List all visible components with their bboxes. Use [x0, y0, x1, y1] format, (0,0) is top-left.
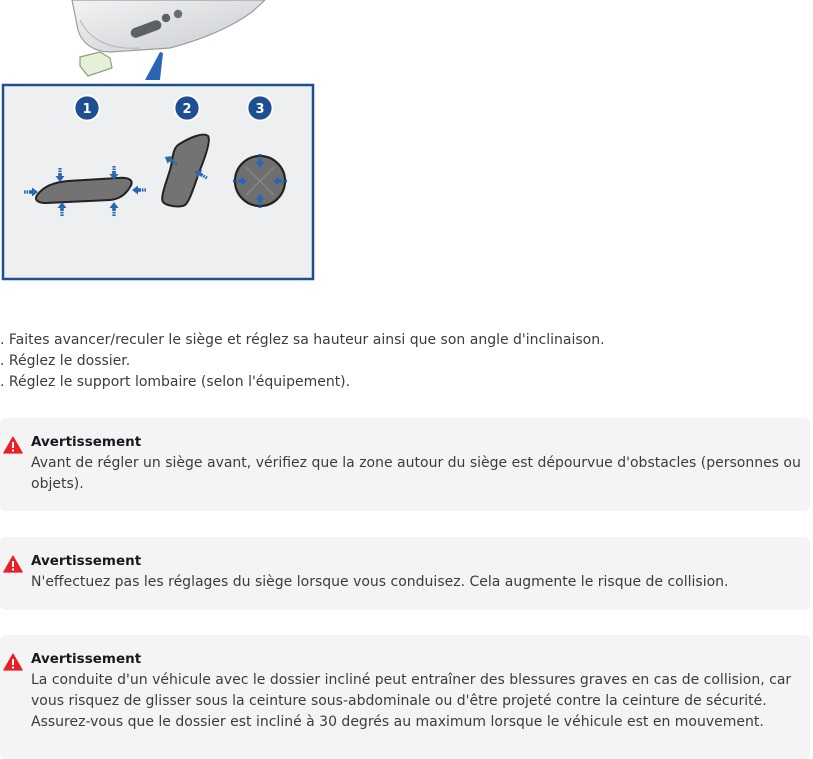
warning-text: N'effectuez pas les réglages du siège lorsque vous conduisez. Cela augmente le risque de collision.: [31, 574, 729, 590]
warning-triangle-icon: [3, 436, 23, 454]
step-3: . Réglez le support lombaire (selon l'équipement).: [0, 374, 351, 390]
warning-title: Avertissement: [31, 553, 142, 569]
warning-title: Avertissement: [31, 434, 142, 450]
warning-box: [0, 537, 810, 610]
svg-text:3: 3: [255, 102, 265, 117]
step-2: . Réglez le dossier.: [0, 353, 131, 369]
seat-illustration: [72, 0, 265, 80]
warning-triangle-icon: [3, 555, 23, 573]
callout-1: [75, 96, 100, 121]
warning-text: Avant de régler un siège avant, vérifiez que la zone autour du siège est dépourvue d'obstacles (personnes ou objets).: [31, 455, 801, 492]
warning-box: [0, 418, 810, 511]
callout-2: [175, 96, 200, 121]
svg-text:2: 2: [182, 102, 192, 117]
warning-triangle-icon: [3, 653, 23, 671]
warning-title: Avertissement: [31, 651, 142, 667]
seat-controls-figure: [0, 0, 330, 290]
warning-text: La conduite d'un véhicule avec le dossier incliné peut entraîner des blessures graves en cas de collision, car vous risquez de glisser sous la ceinture sous-abdominale ou d'être projeté contre la ceinture de sécurité. Assurez-vous que le dossier est incliné à 30 degrés au maximum lorsque le véhicule est en mouvement.: [31, 672, 792, 730]
callout-3: [248, 96, 273, 121]
adjustment-steps: [0, 330, 800, 393]
step-1: . Faites avancer/reculer le siège et réglez sa hauteur ainsi que son angle d'inclinaison.: [0, 332, 605, 348]
warning-box: [0, 635, 810, 759]
svg-text:1: 1: [82, 102, 92, 117]
